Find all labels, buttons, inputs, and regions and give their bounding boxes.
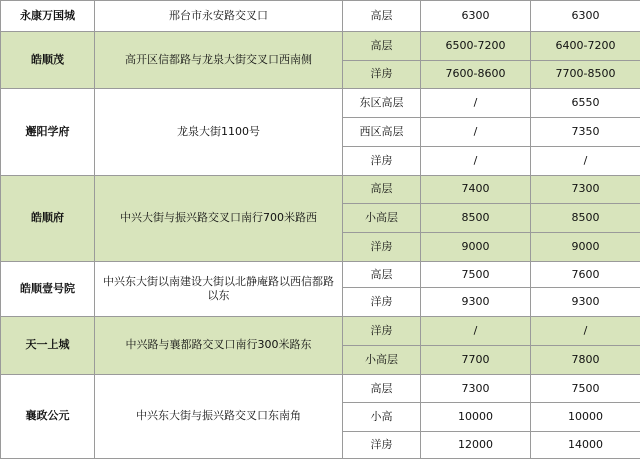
price-cell-current: 7700-8500 — [531, 60, 640, 89]
property-type-cell: 高层 — [343, 31, 421, 60]
price-cell-current: / — [531, 317, 640, 346]
price-cell-previous: 7500 — [421, 261, 531, 288]
property-type-cell: 高层 — [343, 1, 421, 32]
price-cell-previous: 7300 — [421, 374, 531, 403]
property-type-cell: 西区高层 — [343, 118, 421, 147]
price-cell-current: 9300 — [531, 288, 640, 317]
property-type-cell: 小高层 — [343, 345, 421, 374]
project-address-cell: 高开区信都路与龙泉大街交叉口西南侧 — [95, 31, 343, 89]
project-name-cell: 皓顺壹号院 — [1, 261, 95, 316]
price-cell-previous: 7600-8600 — [421, 60, 531, 89]
price-cell-current: 8500 — [531, 204, 640, 233]
price-cell-current: 7800 — [531, 345, 640, 374]
property-type-cell: 洋房 — [343, 317, 421, 346]
price-cell-previous: / — [421, 118, 531, 147]
table-row — [1, 317, 640, 346]
price-cell-previous: 9000 — [421, 233, 531, 262]
property-type-cell: 高层 — [343, 261, 421, 288]
project-address-cell: 邢台市永安路交叉口 — [95, 1, 343, 32]
price-cell-current: 7350 — [531, 118, 640, 147]
price-cell-current: 7300 — [531, 175, 640, 204]
price-cell-previous: 10000 — [421, 403, 531, 432]
price-cell-previous: 7400 — [421, 175, 531, 204]
project-name-cell: 皓顺府 — [1, 175, 95, 261]
property-type-cell: 高层 — [343, 175, 421, 204]
price-cell-current: / — [531, 146, 640, 175]
project-address-cell: 中兴路与襄都路交叉口南行300米路东 — [95, 317, 343, 375]
price-cell-current: 6550 — [531, 89, 640, 118]
property-type-cell: 洋房 — [343, 60, 421, 89]
price-cell-previous: 6500-7200 — [421, 31, 531, 60]
table-row — [1, 31, 640, 60]
project-name-cell: 邂阳学府 — [1, 89, 95, 175]
property-type-cell: 洋房 — [343, 146, 421, 175]
price-cell-current: 9000 — [531, 233, 640, 262]
price-cell-previous: 12000 — [421, 432, 531, 459]
property-type-cell: 东区高层 — [343, 89, 421, 118]
project-address-cell: 中兴东大街以南建设大街以北静庵路以西信都路以东 — [95, 261, 343, 316]
property-type-cell: 高层 — [343, 374, 421, 403]
table-row — [1, 89, 640, 118]
price-cell-previous: 9300 — [421, 288, 531, 317]
price-cell-current: 7600 — [531, 261, 640, 288]
table-row — [1, 261, 640, 288]
project-name-cell: 襄政公元 — [1, 374, 95, 458]
project-name-cell: 永康万国城 — [1, 1, 95, 32]
price-cell-current: 6300 — [531, 1, 640, 32]
property-type-cell: 洋房 — [343, 288, 421, 317]
property-type-cell: 洋房 — [343, 233, 421, 262]
price-cell-previous: 6300 — [421, 1, 531, 32]
price-cell-previous: / — [421, 146, 531, 175]
project-address-cell: 中兴东大街与振兴路交叉口东南角 — [95, 374, 343, 458]
table-row — [1, 175, 640, 204]
price-cell-current: 10000 — [531, 403, 640, 432]
property-type-cell: 小高层 — [343, 204, 421, 233]
price-cell-previous: 8500 — [421, 204, 531, 233]
project-address-cell: 中兴大街与振兴路交叉口南行700米路西 — [95, 175, 343, 261]
project-name-cell: 皓顺茂 — [1, 31, 95, 89]
price-cell-previous: 7700 — [421, 345, 531, 374]
table-body — [1, 1, 640, 459]
table-row — [1, 1, 640, 32]
property-type-cell: 小高 — [343, 403, 421, 432]
project-name-cell: 天一上城 — [1, 317, 95, 375]
price-cell-current: 14000 — [531, 432, 640, 459]
price-cell-current: 7500 — [531, 374, 640, 403]
table-row — [1, 374, 640, 403]
price-cell-previous: / — [421, 89, 531, 118]
price-cell-previous: / — [421, 317, 531, 346]
project-address-cell: 龙泉大街1100号 — [95, 89, 343, 175]
price-cell-current: 6400-7200 — [531, 31, 640, 60]
property-type-cell: 洋房 — [343, 432, 421, 459]
